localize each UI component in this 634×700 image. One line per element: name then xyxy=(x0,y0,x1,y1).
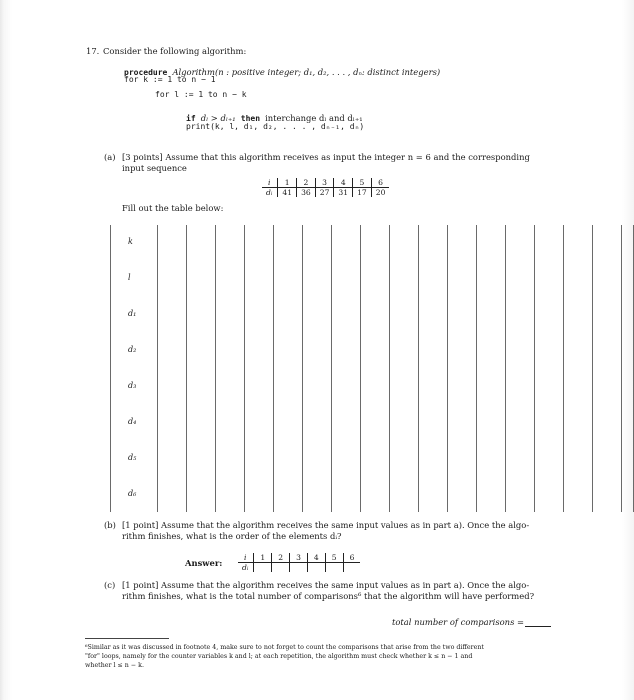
seq-value-cell: 27 xyxy=(315,188,334,198)
seq-index-cell: 1 xyxy=(278,178,297,188)
footnote-rule xyxy=(85,638,169,639)
footnote-line-1: ⁶Similar as it was discussed in footnote 4, make sure to not forget to count the comparisons that arise from the two different xyxy=(85,644,484,651)
algorithm-line-5: print(k, l, d₁, d₂, . . . , dₙ₋₁, dₙ) xyxy=(186,122,365,131)
answer-blank-cell[interactable] xyxy=(272,563,290,573)
fill-instruction: Fill out the table below: xyxy=(122,203,224,213)
part-b-text-1: [1 point] Assume that the algorithm receives the same input values as in part a). Once the algo- xyxy=(122,520,530,530)
algorithm-signature: Algorithm(n : positive integer; d₁, d₂, . . . , dₙ: distinct integers) xyxy=(172,67,441,77)
seq-value-cell: 31 xyxy=(334,188,353,198)
answer-blank-cell[interactable] xyxy=(325,563,343,573)
seq-index-cell: 3 xyxy=(315,178,334,188)
algorithm-line-3: for l := 1 to n − k xyxy=(155,90,247,99)
problem-intro: Consider the following algorithm: xyxy=(103,46,247,56)
answer-blank-cell[interactable] xyxy=(290,563,308,573)
answer-d-label: dᵢ xyxy=(238,563,254,573)
total-comparisons-blank[interactable] xyxy=(525,626,551,627)
answer-blank-cell[interactable] xyxy=(254,563,272,573)
answer-index-cell: 6 xyxy=(343,553,360,563)
seq-i-label: i xyxy=(262,178,278,188)
seq-index-cell: 2 xyxy=(297,178,316,188)
algorithm-line-2: for k := 1 to n − 1 xyxy=(124,75,216,84)
seq-value-cell: 36 xyxy=(297,188,316,198)
row-label-d5: d₅ xyxy=(128,453,137,462)
part-a-text-2: input sequence xyxy=(122,163,187,173)
answer-index-cell: 5 xyxy=(325,553,343,563)
part-a-text-1: [3 points] Assume that this algorithm receives as input the integer n = 6 and the corresponding xyxy=(122,152,530,162)
answer-table xyxy=(238,553,360,572)
answer-index-cell: 4 xyxy=(307,553,325,563)
answer-index-cell: 3 xyxy=(290,553,308,563)
answer-blank-cell[interactable] xyxy=(343,563,360,573)
keyword-if: if xyxy=(186,114,196,123)
seq-index-cell: 6 xyxy=(371,178,389,188)
total-comparisons-label: total number of comparisons = xyxy=(392,617,525,627)
seq-value-cell: 17 xyxy=(353,188,372,198)
seq-value-cell: 41 xyxy=(278,188,297,198)
answer-index-cell: 2 xyxy=(272,553,290,563)
row-label-d4: d₄ xyxy=(128,417,137,426)
row-label-l: l xyxy=(128,273,131,282)
seq-value-cell: 20 xyxy=(375,188,386,197)
part-a-label: (a) xyxy=(104,152,116,162)
seq-d-label: dᵢ xyxy=(262,188,278,198)
footnote xyxy=(85,643,484,670)
part-b-label: (b) xyxy=(104,520,116,530)
row-label-d1: d₁ xyxy=(128,309,137,318)
part-b-text-2: rithm finishes, what is the order of the elements dᵢ? xyxy=(122,531,342,541)
answer-blank-cell[interactable] xyxy=(307,563,325,573)
keyword-then: then xyxy=(240,114,261,123)
seq-index-cell: 4 xyxy=(334,178,353,188)
row-label-d3: d₃ xyxy=(128,381,137,390)
input-sequence-table xyxy=(262,178,389,197)
part-c-text-2: rithm finishes, what is the total number of comparisons⁶ that the algorithm will have performed? xyxy=(122,591,535,601)
row-label-k: k xyxy=(128,237,133,246)
answer-i-label: i xyxy=(238,553,254,563)
row-label-d2: d₂ xyxy=(128,345,137,354)
interchange-text: interchange dₗ and dₗ₊₁ xyxy=(265,113,363,123)
part-c-text-1: [1 point] Assume that the algorithm receives the same input values as in part a). Once the algo- xyxy=(122,580,530,590)
row-label-d6: d₆ xyxy=(128,489,137,498)
problem-number: 17. xyxy=(86,46,100,56)
footnote-line-2: "for" loops, namely for the counter variables k and l; at each repetition, the algorithm must check whether k ≤ n − 1 and xyxy=(85,653,473,660)
answer-index-cell: 1 xyxy=(254,553,272,563)
condition: dₗ > dₗ₊₁ xyxy=(200,113,236,123)
keyword-procedure: procedure xyxy=(124,68,168,77)
part-c-label: (c) xyxy=(104,580,116,590)
seq-index-cell: 5 xyxy=(353,178,372,188)
answer-label: Answer: xyxy=(185,558,223,568)
trace-grid xyxy=(110,225,634,512)
footnote-line-3: whether l ≤ n − k. xyxy=(85,662,144,669)
